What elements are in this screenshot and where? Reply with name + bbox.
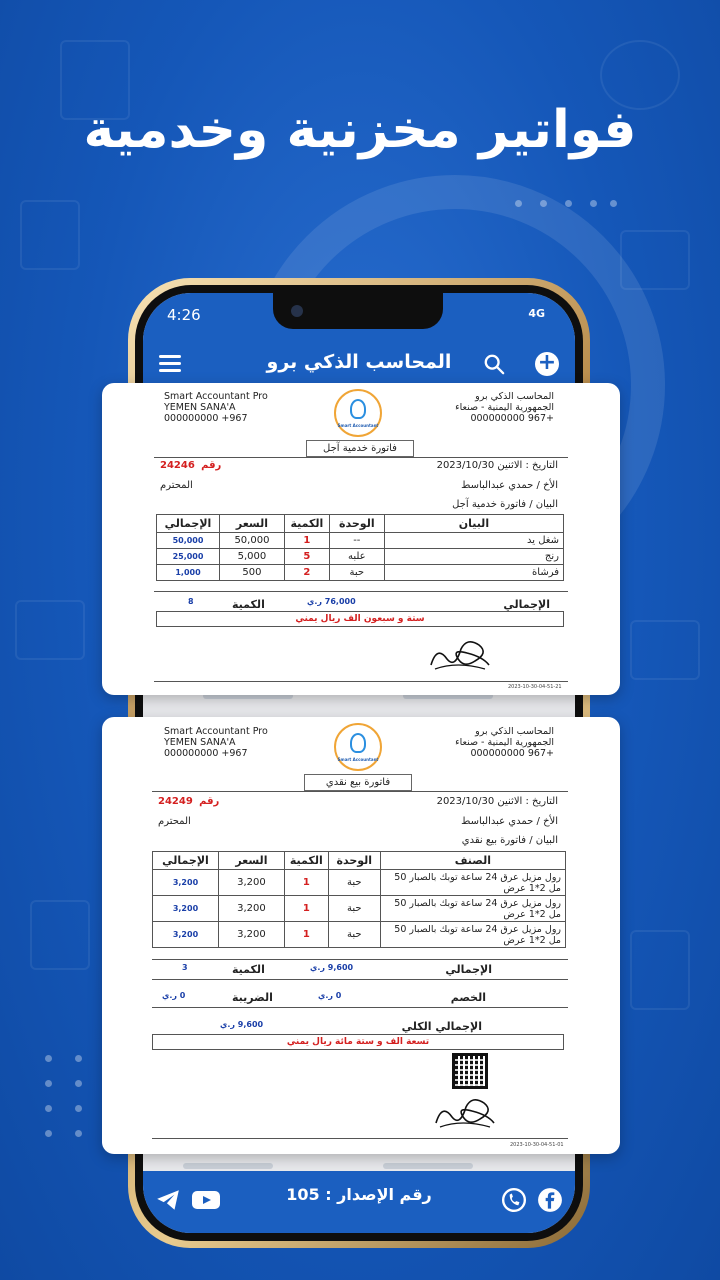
customer-name: الأخ / حمدي عبدالباسط — [461, 480, 558, 491]
table-row: رنج علبه 5 5,000 25,000 — [157, 549, 564, 565]
lightbulb-icon — [350, 399, 366, 419]
divider — [154, 681, 568, 682]
discount-value: 0 ر.ي — [318, 991, 342, 1000]
table-row: فرشاة حبة 2 500 1,000 — [157, 565, 564, 581]
divider — [152, 1007, 568, 1008]
company-info-en: Smart Accountant Pro YEMEN SANA'A 000000000 +967 — [164, 726, 268, 759]
column-header: البيان — [384, 515, 563, 533]
column-header: الوحدة — [329, 515, 384, 533]
status-time: 4:26 — [167, 306, 201, 324]
column-header: الإجمالي — [157, 515, 220, 533]
total-value: 76,000 ر.ي — [307, 597, 356, 606]
quantity-value: 8 — [188, 597, 194, 606]
invoice-number: رقم 24246 — [160, 460, 222, 471]
divider — [152, 1138, 568, 1139]
company-info-en: Smart Accountant Pro YEMEN SANA'A 000000000 +967 — [164, 391, 268, 424]
quantity-label: الكمية — [232, 598, 265, 611]
column-header: السعر — [218, 852, 284, 870]
divider — [154, 591, 568, 592]
print-timestamp: 2023-10-30-04-51-21 — [508, 684, 562, 690]
customer-honorific: المحترم — [160, 480, 193, 491]
plus-icon[interactable]: + — [535, 352, 559, 376]
list-item-strip — [183, 1163, 273, 1169]
quantity-label: الكمية — [232, 963, 265, 976]
invoice-statement: البيان / فاتورة خدمية آجل — [452, 499, 558, 510]
invoice-date: التاريخ : الاثنين 2023/10/30 — [436, 796, 558, 807]
column-header: الكمية — [284, 515, 329, 533]
items-table — [152, 851, 566, 948]
grand-total-label: الإجمالي الكلي — [401, 1020, 482, 1033]
divider — [152, 979, 568, 980]
divider — [152, 791, 568, 792]
company-logo: Smart Accountant — [334, 389, 382, 437]
total-value: 9,600 ر.ي — [310, 963, 354, 972]
promo-headline: فواتير مخزنية وخدمية — [83, 100, 637, 160]
discount-label: الخصم — [450, 991, 486, 1004]
company-logo: Smart Accountant — [334, 723, 382, 771]
invoice-type: فاتورة بيع نقدي — [304, 774, 412, 791]
app-title: المحاسب الذكي برو — [266, 351, 452, 373]
camera-icon — [291, 305, 303, 317]
signature-icon — [427, 635, 493, 675]
total-label: الإجمالي — [445, 963, 492, 976]
whatsapp-icon[interactable] — [501, 1187, 527, 1213]
invoice-statement: البيان / فاتورة بيع نقدي — [461, 835, 558, 846]
total-label: الإجمالي — [503, 598, 550, 611]
version-label: رقم الإصدار : 105 — [286, 1185, 432, 1204]
amount-in-words: ستة و سبعون الف ريال يمني — [156, 611, 564, 627]
network-indicator: 4G — [528, 307, 545, 320]
invoice-type: فاتورة خدمية آجل — [306, 440, 414, 457]
company-info-ar: المحاسب الذكي برو الجمهورية اليمنية - صنعاء +967 000000000 — [455, 391, 554, 424]
list-item-strip — [383, 1163, 473, 1169]
items-table — [156, 514, 564, 581]
quantity-value: 3 — [182, 963, 188, 972]
facebook-icon[interactable] — [537, 1187, 563, 1213]
bottom-bar — [143, 1171, 575, 1233]
invoice-date: التاريخ : الاثنين 2023/10/30 — [436, 460, 558, 471]
invoice-number: رقم 24249 — [158, 796, 220, 807]
lightbulb-icon — [350, 733, 366, 753]
tax-value: 0 ر.ي — [162, 991, 186, 1000]
invoice-card-service[interactable] — [102, 383, 620, 695]
column-header: الصنف — [380, 852, 565, 870]
search-icon[interactable] — [483, 353, 505, 375]
column-header: الإجمالي — [153, 852, 219, 870]
qr-code-icon — [452, 1053, 488, 1089]
invoice-card-cash-sale[interactable] — [102, 717, 620, 1154]
divider — [154, 457, 568, 458]
customer-name: الأخ / حمدي عبدالباسط — [461, 816, 558, 827]
tax-label: الضريبة — [232, 991, 273, 1004]
column-header: الكمية — [284, 852, 328, 870]
customer-honorific: المحترم — [158, 816, 191, 827]
amount-in-words: تسعة الف و ستة مائة ريال يمني — [152, 1034, 564, 1050]
phone-notch — [273, 293, 443, 329]
table-row: رول مزيل عرق 24 ساعة توبك بالصبار 50 مل 2*1 عرض حبة 1 3,200 3,200 — [153, 870, 566, 896]
grand-total-value: 9,600 ر.ي — [220, 1020, 264, 1029]
column-header: السعر — [220, 515, 285, 533]
company-info-ar: المحاسب الذكي برو الجمهورية اليمنية - صنعاء +967 000000000 — [455, 726, 554, 759]
table-row: شغل يد -- 1 50,000 50,000 — [157, 533, 564, 549]
table-row: رول مزيل عرق 24 ساعة توبك بالصبار 50 مل 2*1 عرض حبة 1 3,200 3,200 — [153, 896, 566, 922]
column-header: الوحدة — [328, 852, 380, 870]
signature-icon — [432, 1093, 498, 1133]
divider — [152, 959, 568, 960]
print-timestamp: 2023-10-30-04-51-01 — [510, 1142, 564, 1148]
table-row: رول مزيل عرق 24 ساعة توبك بالصبار 50 مل 2*1 عرض حبة 1 3,200 3,200 — [153, 922, 566, 948]
